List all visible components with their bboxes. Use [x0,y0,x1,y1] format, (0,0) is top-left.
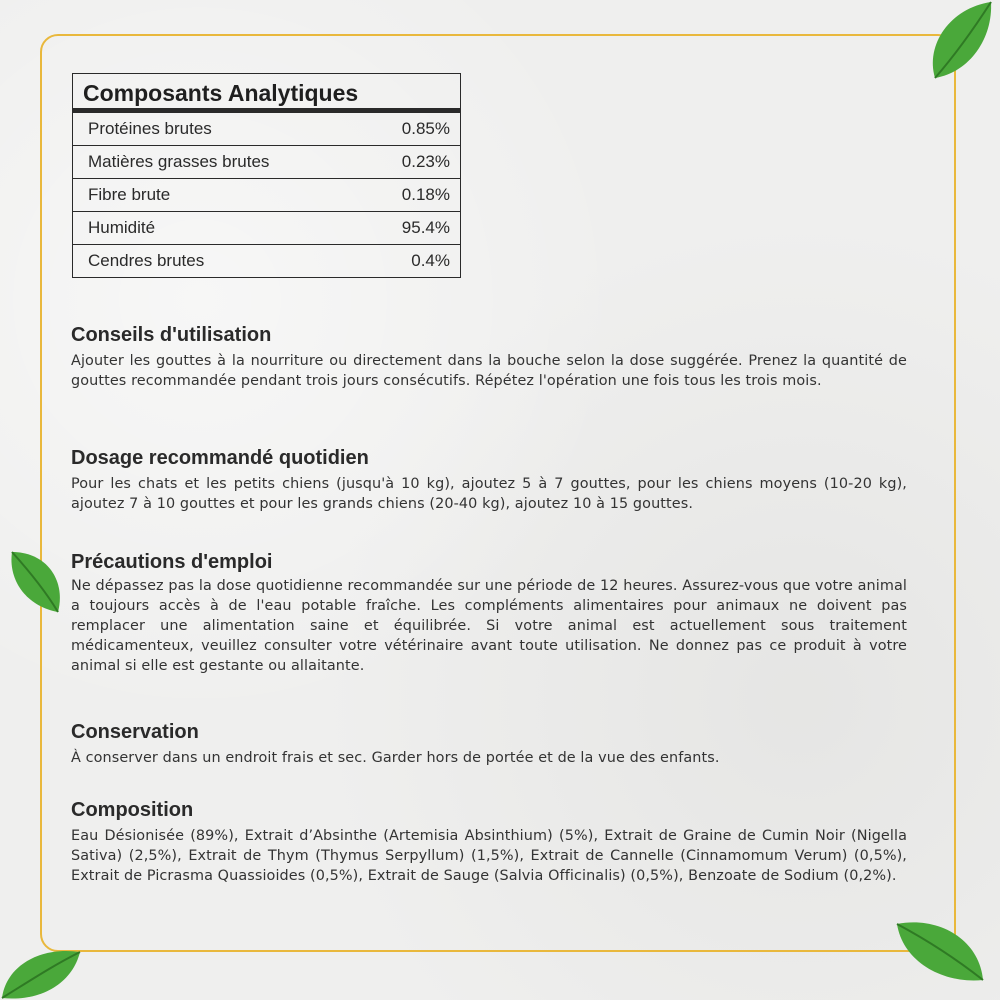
analytics-row-fibre [73,178,460,211]
section-dosage [71,446,907,514]
section-conservation [71,720,907,768]
section-conservation-title: Conservation [71,721,199,743]
analytics-table [72,73,461,278]
leaf-top-right-icon [925,0,995,82]
section-composition [71,798,907,886]
analytics-row-value: 0.23% [401,152,450,171]
analytics-title: Composants Analytiques [73,74,460,112]
leaf-bottom-right-icon [893,918,987,984]
section-precautions-text: Ne dépassez pas la dose quotidienne recommandée sur une période de 12 heures. Assurez-vous que votre animal a toujours accès à de l'eau potable fraîche. Les compléments alimentaires pour animaux ne doivent pas remplacer une alimentation saine et équilibrée. Si votre animal est actuellement sous traitement médicamenteux, veuillez consulter votre vétérinaire avant toute utilisation. Ne donnez pas ce produit à votre animal si elle est gestante ou allaitante. [71,578,907,674]
leaf-bottom-left-icon [0,944,82,1000]
analytics-row-label: Cendres brutes [88,251,205,270]
section-dosage-title: Dosage recommandé quotidien [71,447,369,469]
section-usage [71,323,907,391]
analytics-row-value: 0.4% [411,251,450,270]
analytics-row-value: 0.85% [401,119,450,138]
section-conservation-text: À conserver dans un endroit frais et sec. Garder hors de portée et de la vue des enfants. [71,750,720,766]
section-usage-text: Ajouter les gouttes à la nourriture ou directement dans la bouche selon la dose suggérée. Prenez la quantité de gouttes recommandée pendant trois jours consécutifs. Répétez l'opération une fois tous les trois mois. [71,353,907,389]
analytics-row-label: Fibre brute [88,185,171,204]
analytics-row-matieres-grasses [73,145,460,178]
analytics-row-humidite [73,211,460,244]
section-composition-text: Eau Désionisée (89%), Extrait d’Absinthe (Artemisia Absinthium) (5%), Extrait de Graine de Cumin Noir (Nigella Sativa) (2,5%), Extrait de Thym (Thymus Serpyllum) (1,5%), Extrait de Cannelle (Cinnamomum Verum) (0,5%), Extrait de Picrasma Quassioides (0,5%), Extrait de Sauge (Salvia Officinalis) (0,5%), Benzoate de Sodium (0,2%). [71,828,907,884]
analytics-row-label: Humidité [88,218,156,237]
analytics-row-cendres [73,244,460,277]
section-usage-title: Conseils d'utilisation [71,324,272,346]
section-composition-title: Composition [71,799,194,821]
analytics-row-proteines [73,112,460,145]
analytics-row-value: 95.4% [401,218,450,237]
section-precautions-title: Précautions d'emploi [71,551,273,573]
leaf-mid-left-icon [8,548,64,616]
analytics-row-value: 0.18% [401,185,450,204]
analytics-row-label: Protéines brutes [88,119,212,138]
analytics-row-label: Matières grasses brutes [88,152,270,171]
section-dosage-text: Pour les chats et les petits chiens (jusqu'à 10 kg), ajoutez 5 à 7 gouttes, pour les chiens moyens (10-20 kg), ajoutez 7 à 10 gouttes et pour les grands chiens (20-40 kg), ajoutez 10 à 15 gouttes. [71,476,907,512]
section-precautions [71,550,907,676]
